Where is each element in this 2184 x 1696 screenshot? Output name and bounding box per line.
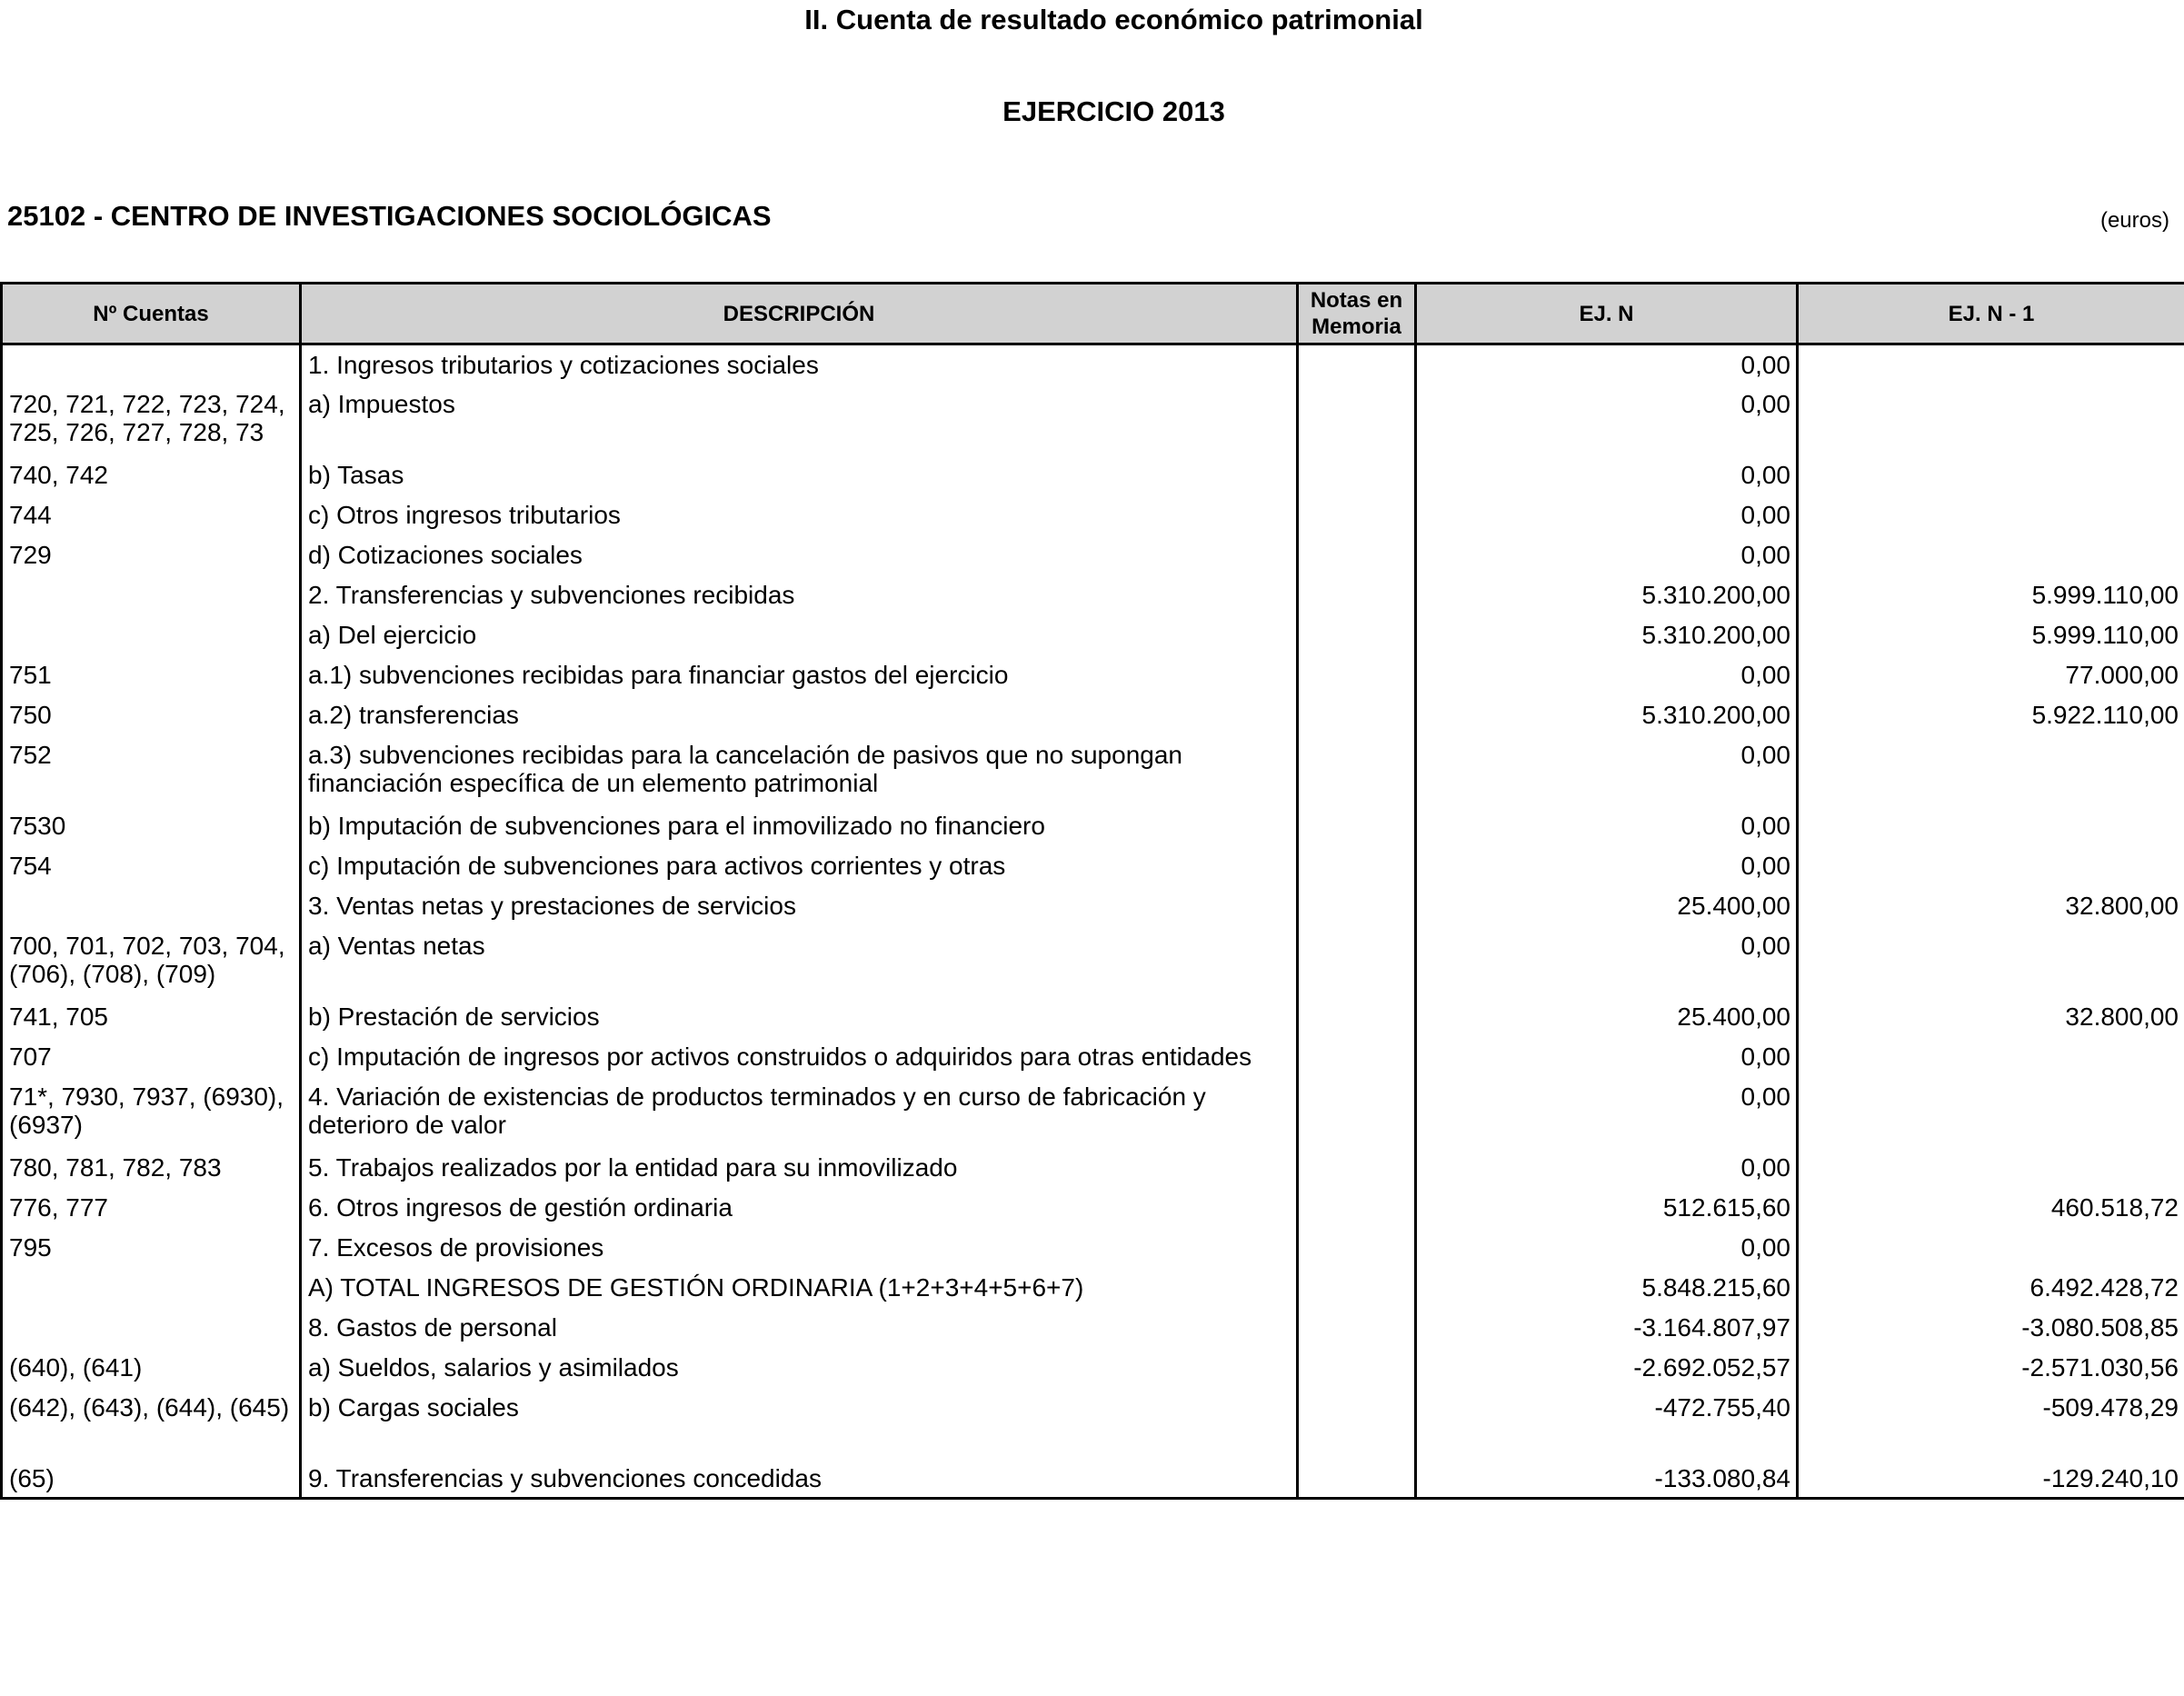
description-cell: A) TOTAL INGRESOS DE GESTIÓN ORDINARIA (1+2+3+4+5+6+7) — [301, 1268, 1298, 1308]
table-row — [2, 846, 2184, 886]
description-cell: a) Ventas netas — [301, 926, 1298, 997]
table-row — [2, 615, 2184, 655]
notes-cell — [1298, 1388, 1416, 1459]
col-header-notes: Notas en Memoria — [1298, 284, 1416, 344]
accounts-cell: 750 — [2, 695, 301, 735]
notes-cell — [1298, 806, 1416, 846]
previous-year-value: 5.999.110,00 — [1798, 615, 2184, 655]
accounts-cell: 776, 777 — [2, 1188, 301, 1228]
table-row — [2, 1308, 2184, 1348]
table-row — [2, 695, 2184, 735]
current-year-value: -133.080,84 — [1416, 1459, 1798, 1499]
description-cell: 6. Otros ingresos de gestión ordinaria — [301, 1188, 1298, 1228]
table-row — [2, 1188, 2184, 1228]
previous-year-value — [1798, 735, 2184, 806]
previous-year-value — [1798, 1228, 2184, 1268]
description-cell: 2. Transferencias y subvenciones recibidas — [301, 575, 1298, 615]
description-cell: a.2) transferencias — [301, 695, 1298, 735]
accounts-cell: 751 — [2, 655, 301, 695]
description-cell: a) Impuestos — [301, 384, 1298, 455]
previous-year-value — [1798, 344, 2184, 384]
current-year-value: 0,00 — [1416, 806, 1798, 846]
current-year-value: 0,00 — [1416, 344, 1798, 384]
table-row — [2, 455, 2184, 495]
description-cell: b) Prestación de servicios — [301, 997, 1298, 1037]
previous-year-value — [1798, 535, 2184, 575]
table-row — [2, 1077, 2184, 1148]
previous-year-value: -3.080.508,85 — [1798, 1308, 2184, 1348]
current-year-value: 5.310.200,00 — [1416, 575, 1798, 615]
current-year-value: -3.164.807,97 — [1416, 1308, 1798, 1348]
currency-unit: (euros) — [2099, 208, 2169, 233]
current-year-value: 0,00 — [1416, 455, 1798, 495]
current-year-value: 5.310.200,00 — [1416, 615, 1798, 655]
notes-cell — [1298, 1459, 1416, 1499]
description-cell: 7. Excesos de provisiones — [301, 1228, 1298, 1268]
accounts-cell — [2, 344, 301, 384]
accounts-cell — [2, 886, 301, 926]
accounts-cell: (65) — [2, 1459, 301, 1499]
notes-cell — [1298, 535, 1416, 575]
description-cell: c) Otros ingresos tributarios — [301, 495, 1298, 535]
description-cell: a.1) subvenciones recibidas para financiar gastos del ejercicio — [301, 655, 1298, 695]
accounts-cell: 707 — [2, 1037, 301, 1077]
col-header-accounts: Nº Cuentas — [2, 284, 301, 344]
table-row — [2, 926, 2184, 997]
table-row — [2, 735, 2184, 806]
current-year-value: 0,00 — [1416, 1037, 1798, 1077]
notes-cell — [1298, 495, 1416, 535]
current-year-value: 25.400,00 — [1416, 886, 1798, 926]
current-year-value: 0,00 — [1416, 1148, 1798, 1188]
table-row — [2, 344, 2184, 384]
current-year-value: 0,00 — [1416, 1077, 1798, 1148]
table-header-row — [2, 284, 2184, 344]
notes-cell — [1298, 1037, 1416, 1077]
table-row — [2, 886, 2184, 926]
previous-year-value — [1798, 384, 2184, 455]
previous-year-value — [1798, 1148, 2184, 1188]
table-row — [2, 1348, 2184, 1388]
notes-cell — [1298, 575, 1416, 615]
description-cell: 9. Transferencias y subvenciones concedidas — [301, 1459, 1298, 1499]
table-row — [2, 1037, 2184, 1077]
notes-cell — [1298, 1077, 1416, 1148]
current-year-value: 0,00 — [1416, 535, 1798, 575]
accounts-cell — [2, 615, 301, 655]
notes-cell — [1298, 1308, 1416, 1348]
page-title: II. Cuenta de resultado económico patrimonial — [804, 4, 1423, 35]
notes-cell — [1298, 615, 1416, 655]
notes-cell — [1298, 655, 1416, 695]
current-year-value: 0,00 — [1416, 926, 1798, 997]
notes-cell — [1298, 886, 1416, 926]
previous-year-value — [1798, 1037, 2184, 1077]
table-row — [2, 655, 2184, 695]
current-year-value: 5.310.200,00 — [1416, 695, 1798, 735]
accounts-cell: 700, 701, 702, 703, 704, (706), (708), (709) — [2, 926, 301, 997]
accounts-cell — [2, 1308, 301, 1348]
description-cell: 5. Trabajos realizados por la entidad para su inmovilizado — [301, 1148, 1298, 1188]
previous-year-value — [1798, 926, 2184, 997]
accounts-cell: 729 — [2, 535, 301, 575]
col-header-previous-year: EJ. N - 1 — [1798, 284, 2184, 344]
previous-year-value: 5.999.110,00 — [1798, 575, 2184, 615]
accounts-cell — [2, 1268, 301, 1308]
previous-year-value — [1798, 495, 2184, 535]
table-row — [2, 495, 2184, 535]
table-row — [2, 806, 2184, 846]
accounts-cell: (642), (643), (644), (645) — [2, 1388, 301, 1459]
current-year-value: 0,00 — [1416, 1228, 1798, 1268]
previous-year-value — [1798, 1077, 2184, 1148]
description-cell: c) Imputación de subvenciones para activos corrientes y otras — [301, 846, 1298, 886]
previous-year-value: -129.240,10 — [1798, 1459, 2184, 1499]
previous-year-value: 460.518,72 — [1798, 1188, 2184, 1228]
col-header-current-year: EJ. N — [1416, 284, 1798, 344]
notes-cell — [1298, 455, 1416, 495]
notes-cell — [1298, 1148, 1416, 1188]
notes-cell — [1298, 735, 1416, 806]
accounts-cell: 741, 705 — [2, 997, 301, 1037]
description-cell: b) Cargas sociales — [301, 1388, 1298, 1459]
previous-year-value: 32.800,00 — [1798, 886, 2184, 926]
notes-cell — [1298, 1348, 1416, 1388]
accounts-cell: 754 — [2, 846, 301, 886]
table-row — [2, 1388, 2184, 1459]
previous-year-value: -2.571.030,56 — [1798, 1348, 2184, 1388]
previous-year-value — [1798, 846, 2184, 886]
col-header-description: DESCRIPCIÓN — [301, 284, 1298, 344]
current-year-value: 0,00 — [1416, 655, 1798, 695]
accounts-cell: 7530 — [2, 806, 301, 846]
current-year-value: -472.755,40 — [1416, 1388, 1798, 1459]
notes-cell — [1298, 1268, 1416, 1308]
notes-cell — [1298, 695, 1416, 735]
accounts-cell: 752 — [2, 735, 301, 806]
income-statement-table — [0, 282, 2184, 1500]
current-year-value: 5.848.215,60 — [1416, 1268, 1798, 1308]
table-row — [2, 1268, 2184, 1308]
table-row — [2, 1459, 2184, 1499]
table-row — [2, 575, 2184, 615]
accounts-cell: 744 — [2, 495, 301, 535]
description-cell: a) Sueldos, salarios y asimilados — [301, 1348, 1298, 1388]
table-body — [2, 344, 2184, 1499]
description-cell: c) Imputación de ingresos por activos construidos o adquiridos para otras entidades — [301, 1037, 1298, 1077]
table-row — [2, 384, 2184, 455]
table-row — [2, 997, 2184, 1037]
table-row — [2, 1148, 2184, 1188]
notes-cell — [1298, 846, 1416, 886]
accounts-cell: 780, 781, 782, 783 — [2, 1148, 301, 1188]
previous-year-value — [1798, 455, 2184, 495]
description-cell: b) Imputación de subvenciones para el inmovilizado no financiero — [301, 806, 1298, 846]
current-year-value: 0,00 — [1416, 384, 1798, 455]
notes-cell — [1298, 1188, 1416, 1228]
fiscal-year-heading: EJERCICIO 2013 — [1002, 95, 1225, 127]
previous-year-value: 5.922.110,00 — [1798, 695, 2184, 735]
notes-cell — [1298, 384, 1416, 455]
previous-year-value: 77.000,00 — [1798, 655, 2184, 695]
current-year-value: 25.400,00 — [1416, 997, 1798, 1037]
accounts-cell: 720, 721, 722, 723, 724, 725, 726, 727, 728, 73 — [2, 384, 301, 455]
table-row — [2, 535, 2184, 575]
current-year-value: -2.692.052,57 — [1416, 1348, 1798, 1388]
description-cell: 4. Variación de existencias de productos terminados y en curso de fabricación y deterioro de valor — [301, 1077, 1298, 1148]
accounts-cell: (640), (641) — [2, 1348, 301, 1388]
description-cell: b) Tasas — [301, 455, 1298, 495]
notes-cell — [1298, 926, 1416, 997]
previous-year-value: -509.478,29 — [1798, 1388, 2184, 1459]
current-year-value: 512.615,60 — [1416, 1188, 1798, 1228]
previous-year-value: 32.800,00 — [1798, 997, 2184, 1037]
accounts-cell: 795 — [2, 1228, 301, 1268]
previous-year-value — [1798, 806, 2184, 846]
description-cell: a) Del ejercicio — [301, 615, 1298, 655]
accounts-cell — [2, 575, 301, 615]
current-year-value: 0,00 — [1416, 735, 1798, 806]
accounts-cell: 740, 742 — [2, 455, 301, 495]
current-year-value: 0,00 — [1416, 846, 1798, 886]
notes-cell — [1298, 997, 1416, 1037]
description-cell: 3. Ventas netas y prestaciones de servicios — [301, 886, 1298, 926]
accounts-cell: 71*, 7930, 7937, (6930), (6937) — [2, 1077, 301, 1148]
previous-year-value: 6.492.428,72 — [1798, 1268, 2184, 1308]
description-cell: 8. Gastos de personal — [301, 1308, 1298, 1348]
notes-cell — [1298, 344, 1416, 384]
table-row — [2, 1228, 2184, 1268]
notes-cell — [1298, 1228, 1416, 1268]
description-cell: d) Cotizaciones sociales — [301, 535, 1298, 575]
description-cell: a.3) subvenciones recibidas para la cancelación de pasivos que no supongan financiación específica de un elemento patrimonial — [301, 735, 1298, 806]
current-year-value: 0,00 — [1416, 495, 1798, 535]
description-cell: 1. Ingresos tributarios y cotizaciones sociales — [301, 344, 1298, 384]
entity-heading: 25102 - CENTRO DE INVESTIGACIONES SOCIOLÓGICAS — [7, 200, 772, 232]
